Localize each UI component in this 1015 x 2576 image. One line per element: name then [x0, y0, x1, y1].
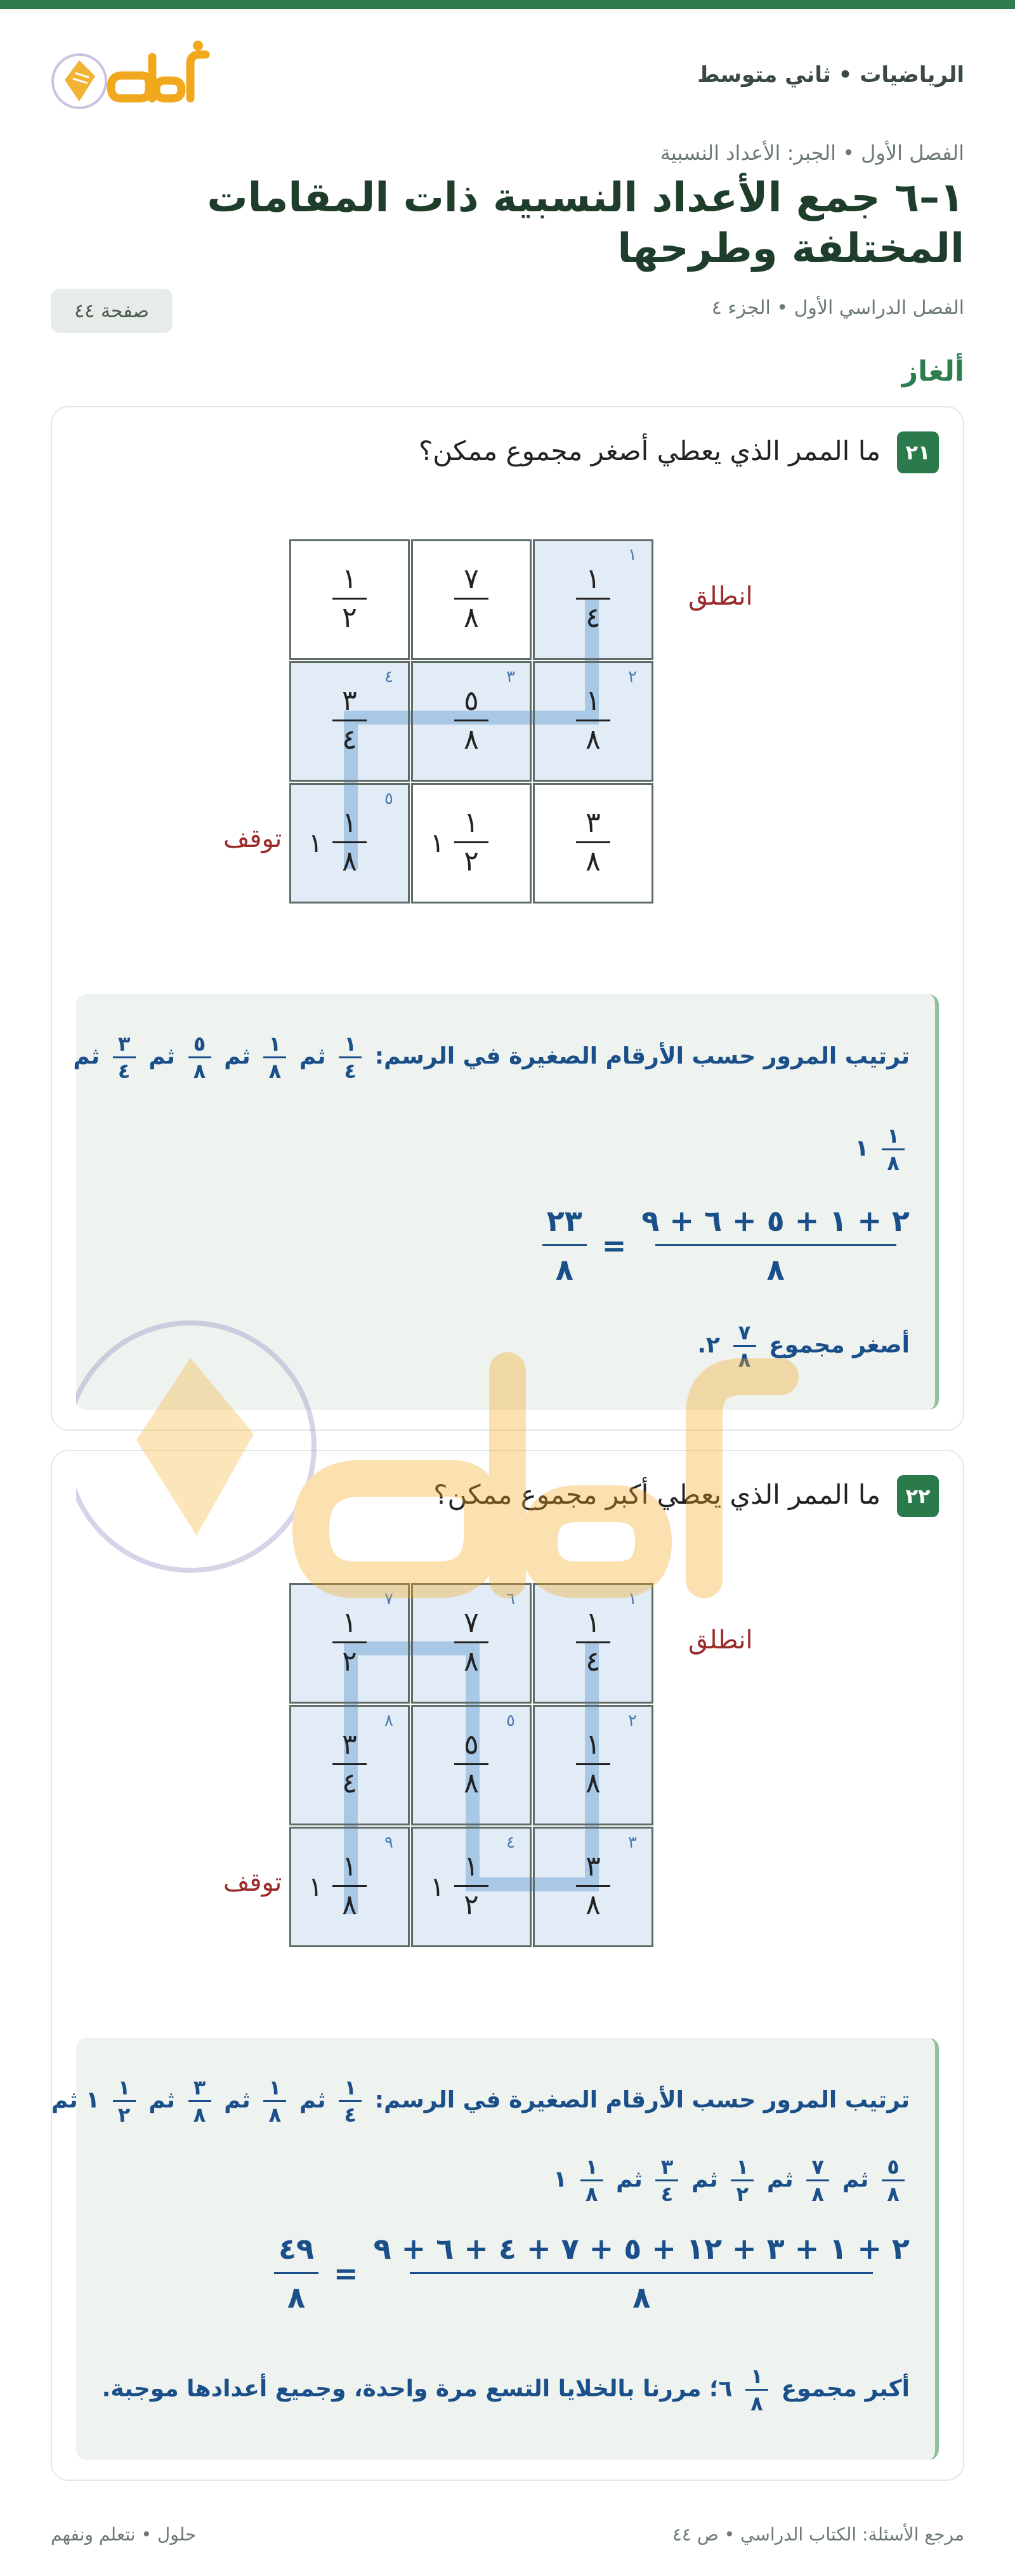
fraction-num: ٥ — [887, 2155, 900, 2179]
whole-number: ١ — [553, 2166, 568, 2193]
fraction-num: ٥ — [464, 1728, 479, 1761]
grid-whole-number: ١ — [308, 1871, 323, 1902]
grid-cell — [533, 1705, 653, 1825]
question-text: ما الممر الذي يعطي أكبر مجموع ممكن؟ — [433, 1479, 881, 1510]
order-prefix: ترتيب المرور حسب الأرقام الصغيرة في الرسم: — [374, 2087, 910, 2113]
fraction-3-4 — [655, 2155, 678, 2205]
grid-cell — [411, 783, 532, 904]
step-order-number: ٨ — [384, 1711, 393, 1730]
fraction-den: ٨ — [193, 2103, 206, 2127]
answer-prefix: أكبر مجموع — [781, 2376, 910, 2402]
section-heading: ألغاز — [901, 355, 964, 388]
fraction-den: ٨ — [586, 723, 601, 756]
grid-cell — [533, 1583, 653, 1704]
answer-line — [102, 2365, 910, 2415]
grid-cell — [289, 783, 410, 904]
solution-order-line-2 — [553, 2155, 910, 2205]
fraction-num: ١ — [464, 806, 479, 839]
question-card-21 — [51, 406, 964, 1431]
fraction-num: ١ — [342, 1850, 357, 1883]
equals-sign: = — [334, 2256, 358, 2290]
header — [51, 38, 964, 114]
fraction-den: ٨ — [586, 1767, 601, 1799]
fraction-num: ١ — [750, 2364, 763, 2388]
fraction-num: ١ — [268, 2075, 282, 2100]
brand-logo[interactable] — [51, 38, 228, 114]
then-word: ثم — [224, 1043, 251, 1070]
then-word: ثم — [299, 1043, 326, 1070]
step-order-number: ٧ — [384, 1589, 393, 1608]
fraction-den: ٨ — [464, 1767, 479, 1799]
fraction-1-2 — [731, 2155, 754, 2205]
result-num: ٤٩ — [278, 2231, 315, 2266]
fraction-num: ١ — [344, 2075, 357, 2100]
step-order-number: ١ — [628, 1589, 637, 1608]
fraction-num: ١ — [586, 563, 601, 595]
footer-reference: مرجع الأسئلة: الكتاب الدراسي • ص ٤٤ — [672, 2524, 964, 2545]
fraction-num: ١ — [342, 563, 357, 595]
step-order-number: ١ — [628, 546, 637, 565]
fraction-num: ٧ — [464, 563, 479, 595]
fraction-den: ٨ — [586, 845, 601, 877]
page-title: ١–٦ جمع الأعداد النسبية ذات المقامات المختلفة وطرحها — [207, 174, 964, 272]
breadcrumb[interactable]: الفصل الأول • الجبر: الأعداد النسبية — [660, 141, 964, 165]
grid-cell — [289, 1583, 410, 1704]
result-den: ٨ — [555, 1252, 573, 1287]
fraction-num: ١ — [268, 1032, 282, 1056]
step-order-number: ٢ — [628, 1711, 637, 1730]
whole-number: ١ — [86, 2087, 100, 2113]
sum-num: ٢ + ١ + ٥ + ٦ + ٩ — [641, 1204, 910, 1238]
grid-cell — [411, 661, 532, 782]
fraction-den: ٢ — [342, 1645, 357, 1678]
solution-panel — [51, 2038, 939, 2460]
puzzle-grid — [289, 1583, 655, 1948]
grid-cell — [533, 1827, 653, 1947]
grid-whole-number: ١ — [430, 827, 445, 858]
fraction-num: ١ — [586, 1728, 601, 1761]
fraction-1-8 — [580, 2155, 603, 2205]
fraction-num: ١ — [464, 1850, 479, 1883]
step-order-number: ٣ — [506, 667, 515, 687]
fraction-num: ١ — [887, 1124, 900, 1148]
then-word: ثم — [224, 2087, 251, 2113]
sum-fraction — [641, 1204, 910, 1287]
sum-den: ٨ — [632, 2280, 651, 2315]
step-order-number: ٩ — [384, 1833, 393, 1852]
fraction-den: ٢ — [117, 2103, 131, 2127]
fraction-den: ٨ — [887, 1151, 900, 1175]
answer-suffix: مررنا بالخلايا التسع مرة واحدة، وجميع أعدادها موجبة. — [102, 2376, 702, 2402]
fraction-den: ٢ — [464, 1889, 479, 1921]
fraction-7-8 — [806, 2155, 829, 2205]
stop-label: توقف — [223, 824, 282, 853]
equals-sign: = — [601, 1228, 627, 1263]
fraction-num: ٥ — [464, 685, 479, 717]
fraction-den: ٢ — [342, 601, 357, 634]
fraction-num: ١ — [342, 806, 357, 839]
fraction-den: ٤ — [344, 1059, 357, 1083]
solution-order-line — [51, 2076, 910, 2126]
stop-label: توقف — [223, 1868, 282, 1897]
then-word: ثم — [148, 1043, 175, 1070]
grid-cell — [411, 1583, 532, 1704]
fraction-num: ١ — [736, 2155, 749, 2179]
top-accent-bar — [0, 0, 1015, 9]
fraction-num: ١ — [585, 2155, 598, 2179]
fraction-num: ٣ — [193, 2075, 206, 2100]
fraction-num: ١ — [342, 1607, 357, 1639]
fraction-den: ٤ — [660, 2182, 674, 2206]
grid-cell — [533, 783, 653, 904]
sum-fraction — [374, 2231, 910, 2315]
fraction-num: ١ — [117, 2075, 131, 2100]
fraction-3-8 — [188, 2076, 211, 2126]
solution-order-line-2 — [855, 1124, 910, 1174]
fraction-num: ٥ — [193, 1032, 206, 1056]
fraction-num: ٣ — [660, 2155, 674, 2179]
question-text: ما الممر الذي يعطي أصغر مجموع ممكن؟ — [418, 435, 881, 466]
fraction-den: ٨ — [342, 845, 357, 877]
fraction-den: ٨ — [586, 1889, 601, 1921]
fraction-den: ٨ — [268, 1059, 282, 1083]
sum-num: ٢ + ١ + ٣ + ١٢ + ٥ + ٧ + ٤ + ٦ + ٩ — [373, 2231, 910, 2266]
footer-brand: حلول • نتعلم ونفهم — [51, 2524, 197, 2545]
grid-cell — [289, 539, 410, 660]
fraction-den: ٨ — [193, 1059, 206, 1083]
sum-equation — [274, 2231, 910, 2315]
step-order-number: ٦ — [506, 1589, 515, 1608]
grid-cell — [289, 1705, 410, 1825]
solution-order-line — [73, 1032, 910, 1082]
fraction-1-4 — [339, 2076, 362, 2126]
question-card-22 — [51, 1450, 964, 2481]
grid-whole-number: ١ — [308, 827, 323, 858]
step-order-number: ٥ — [384, 789, 393, 808]
answer-whole: ٢. — [697, 1332, 720, 1358]
answer-fraction — [745, 2365, 768, 2415]
fraction-den: ٤ — [342, 1767, 357, 1799]
grid-cell — [289, 661, 410, 782]
grid-cell — [411, 1827, 532, 1947]
step-order-number: ٣ — [628, 1833, 637, 1852]
fraction-den: ٤ — [117, 1059, 131, 1083]
fraction-den: ٢ — [464, 845, 479, 877]
then-word: ثم — [766, 2166, 794, 2193]
fraction-den: ٨ — [268, 2103, 282, 2127]
fraction-num: ٣ — [342, 685, 357, 717]
solution-panel — [73, 994, 939, 1410]
fraction-1-4 — [339, 1032, 362, 1082]
result-num: ٢٣ — [546, 1204, 582, 1238]
grid-cell — [289, 1827, 410, 1947]
then-word: ثم — [842, 2166, 869, 2193]
answer-fraction — [733, 1321, 756, 1371]
then-word: ثم — [616, 2166, 643, 2193]
order-prefix: ترتيب المرور حسب الأرقام الصغيرة في الرسم: — [374, 1043, 910, 1070]
fraction-3-4 — [113, 1032, 136, 1082]
fraction-num: ٣ — [117, 1032, 131, 1056]
whole-number: ١ — [855, 1135, 869, 1162]
sum-equation — [542, 1204, 910, 1287]
fraction-num: ١ — [586, 685, 601, 717]
fraction-num: ٣ — [586, 1850, 601, 1883]
fraction-1-2 — [113, 2076, 136, 2126]
fraction-num: ١ — [586, 1607, 601, 1639]
fraction-den: ٨ — [887, 2182, 900, 2206]
fraction-5-8 — [188, 1032, 211, 1082]
fraction-1-8 — [882, 1124, 905, 1174]
fraction-num: ٧ — [464, 1607, 479, 1639]
fraction-num: ٣ — [586, 806, 601, 839]
fraction-den: ٨ — [464, 723, 479, 756]
fraction-num: ١ — [344, 1032, 357, 1056]
sum-den: ٨ — [766, 1252, 785, 1287]
page-number-badge: صفحة ٤٤ — [51, 289, 173, 333]
fraction-1-8 — [263, 1032, 286, 1082]
then-word: ثم — [51, 2087, 78, 2113]
fraction-num: ٣ — [342, 1728, 357, 1761]
result-den: ٨ — [287, 2280, 306, 2315]
start-label: انطلق — [688, 1626, 753, 1655]
fraction-num: ٧ — [738, 1320, 751, 1344]
step-order-number: ٢ — [628, 667, 637, 687]
fraction-5-8 — [882, 2155, 905, 2205]
fraction-den: ٨ — [464, 1645, 479, 1678]
fraction-den: ٤ — [586, 1645, 601, 1678]
fraction-den: ٤ — [344, 2103, 357, 2127]
grid-cell — [411, 539, 532, 660]
fraction-den: ٨ — [750, 2391, 763, 2415]
fraction-den: ٨ — [738, 1348, 751, 1372]
then-word: ثم — [691, 2166, 718, 2193]
result-fraction — [274, 2231, 318, 2315]
answer-whole: ٦؛ — [709, 2376, 733, 2402]
fraction-den: ٤ — [586, 601, 601, 634]
grid-cell — [411, 1705, 532, 1825]
answer-line — [697, 1321, 910, 1371]
result-fraction — [542, 1204, 587, 1287]
question-number-badge: ٢٢ — [897, 1475, 939, 1517]
then-word: ثم — [299, 2087, 326, 2113]
start-label: انطلق — [688, 582, 753, 611]
grid-cell — [533, 539, 653, 660]
question-number-badge: ٢١ — [897, 431, 939, 473]
grid-whole-number: ١ — [430, 1871, 445, 1902]
fraction-den: ٨ — [464, 601, 479, 634]
term-meta: الفصل الدراسي الأول • الجزء ٤ — [711, 297, 964, 319]
then-word: ثم — [73, 1043, 100, 1070]
then-word: ثم — [148, 2087, 175, 2113]
subject-label: الرياضيات • ثاني متوسط — [697, 62, 964, 88]
answer-prefix: أصغر مجموع — [769, 1332, 910, 1358]
fraction-1-8 — [263, 2076, 286, 2126]
puzzle-grid — [289, 539, 655, 905]
step-order-number: ٥ — [506, 1711, 515, 1730]
fraction-den: ٤ — [342, 723, 357, 756]
fraction-den: ٨ — [342, 1889, 357, 1921]
grid-cell — [533, 661, 653, 782]
step-order-number: ٤ — [384, 667, 393, 687]
fraction-den: ٨ — [811, 2182, 824, 2206]
step-order-number: ٤ — [506, 1833, 515, 1852]
fraction-den: ٢ — [736, 2182, 749, 2206]
fraction-num: ٧ — [811, 2155, 824, 2179]
fraction-den: ٨ — [585, 2182, 598, 2206]
